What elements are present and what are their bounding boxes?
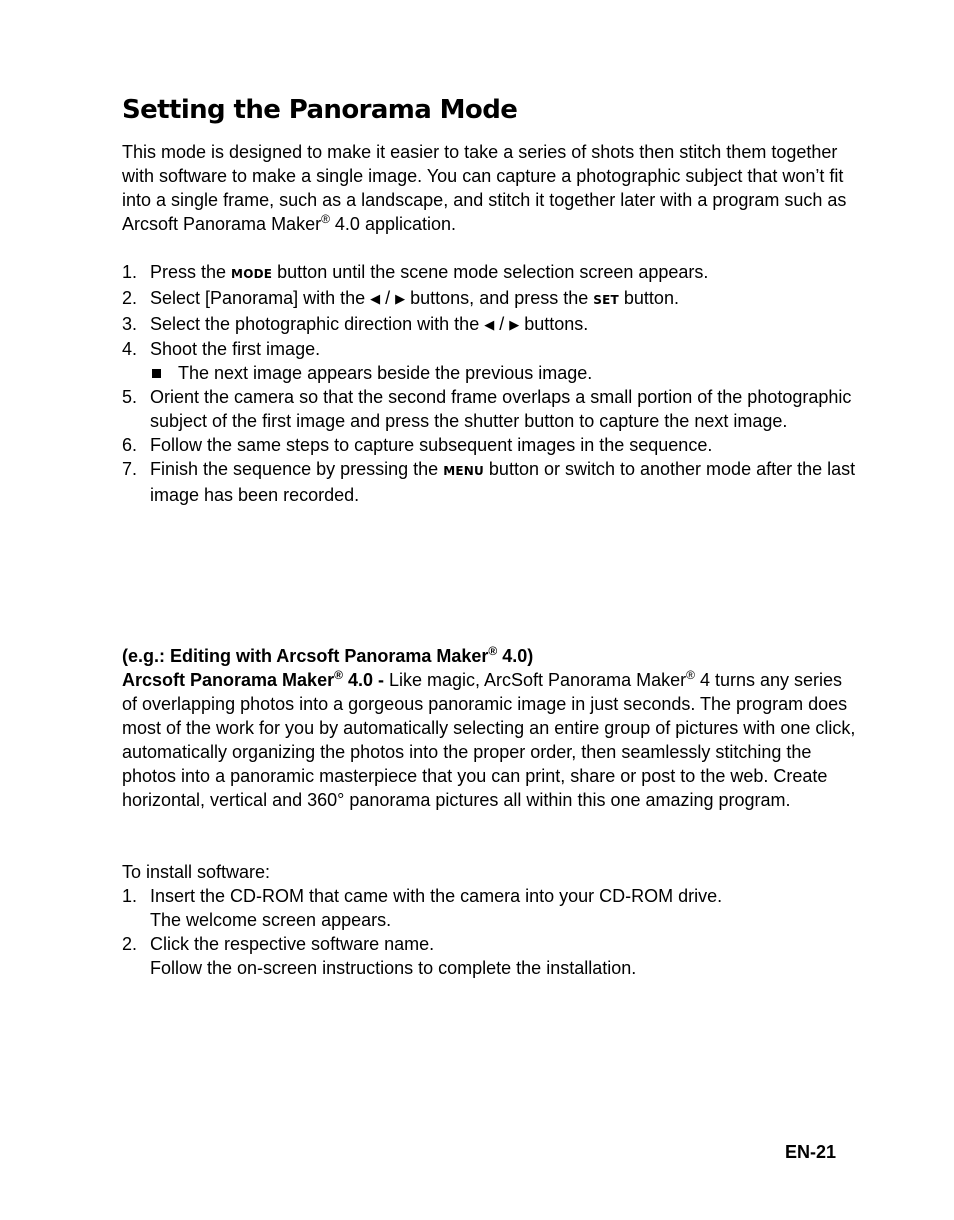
example-body [122,668,862,812]
install-steps-list [122,884,862,980]
step-text: Orient the camera so that the second frame overlaps a small portion of the photographic subject of the first image and press the shutter button to capture the next image. [150,387,852,431]
registered-mark: ® [488,644,498,658]
left-arrow-icon: ◀ [484,317,495,332]
step-text: button. [618,288,679,308]
step-text: Click the respective software name. [150,934,435,954]
product-name: Arcsoft Panorama Maker [122,670,335,690]
step-text: Select the photographic direction with the [150,314,485,334]
example-section [122,644,862,812]
step-subtext: Follow the on-screen instructions to complete the installation. [150,958,637,978]
list-item [122,457,862,507]
step-number: 6. [122,435,138,455]
example-body-text-end: 4 turns any series of overlapping photos into a gorgeous panoramic image in just seconds. The program does most of the work for you by automatically selecting an entire group of pictures with one click, automatically organizing the photos into the proper order, then seamlessly stitching the photos into a panoramic masterpiece that you can print, share or post to the web. Create horizontal, vertical and 360° panorama pictures all within this one amazing program. [122,670,856,810]
step-text: buttons, and press the [405,288,594,308]
step-note-text: The next image appears beside the previous image. [178,363,593,383]
step-text: Follow the same steps to capture subsequent images in the sequence. [150,435,713,455]
list-item [122,312,862,337]
slash-text: / [494,314,510,334]
registered-mark: ® [686,668,695,682]
menu-button-label: MENU [443,464,484,478]
square-bullet-icon [152,369,161,378]
step-number: 2. [122,934,138,954]
step-text: Finish the sequence by pressing the [150,459,444,479]
step-note [150,361,862,385]
intro-text-end: 4.0 application. [329,214,457,234]
registered-mark: ® [321,212,330,226]
registered-mark: ® [334,668,343,682]
slash-text: / [380,288,396,308]
panorama-steps-list [122,260,862,507]
step-number: 4. [122,339,138,359]
step-text: Shoot the first image. [150,339,321,359]
page-number: EN-21 [785,1142,837,1162]
step-number: 7. [122,459,138,479]
step-number: 1. [122,886,138,906]
step-text: buttons. [519,314,589,334]
list-item [122,884,862,932]
mode-button-label: MODE [231,267,273,281]
product-version: 4.0 - [342,670,384,690]
right-arrow-icon: ▶ [395,291,406,306]
page-title: Setting the Panorama Mode [122,95,518,125]
list-item [122,260,862,286]
example-body-text: Like magic, ArcSoft Panorama Maker [383,670,687,690]
list-item [122,385,862,433]
intro-paragraph [122,140,862,236]
step-subtext: The welcome screen appears. [150,910,392,930]
example-heading [122,644,862,668]
example-heading-text: (e.g.: Editing with Arcsoft Panorama Maker [122,646,489,666]
example-heading-text-end: 4.0) [497,646,534,666]
list-item [122,932,862,980]
step-number: 2. [122,288,138,308]
step-number: 1. [122,262,138,282]
set-button-label: SET [593,293,619,307]
step-number: 5. [122,387,138,407]
step-text: button or switch to another mode after the last image has been recorded. [150,459,856,505]
step-text: Select [Panorama] with the [150,288,371,308]
intro-text: This mode is designed to make it easier to take a series of shots then stitch them together with software to make a single image. You can capture a photographic subject that won’t fit into a single frame, such as a landscape, and stitch it together later with a program such as Arcsoft Panorama Maker [122,142,847,234]
right-arrow-icon: ▶ [509,317,520,332]
step-text: button until the scene mode selection screen appears. [272,262,709,282]
left-arrow-icon: ◀ [370,291,381,306]
list-item [122,433,862,457]
step-text: Insert the CD-ROM that came with the camera into your CD-ROM drive. [150,886,723,906]
list-item [122,337,862,385]
step-text: Press the [150,262,232,282]
step-number: 3. [122,314,138,334]
install-heading: To install software: [122,862,271,882]
list-item [122,286,862,312]
